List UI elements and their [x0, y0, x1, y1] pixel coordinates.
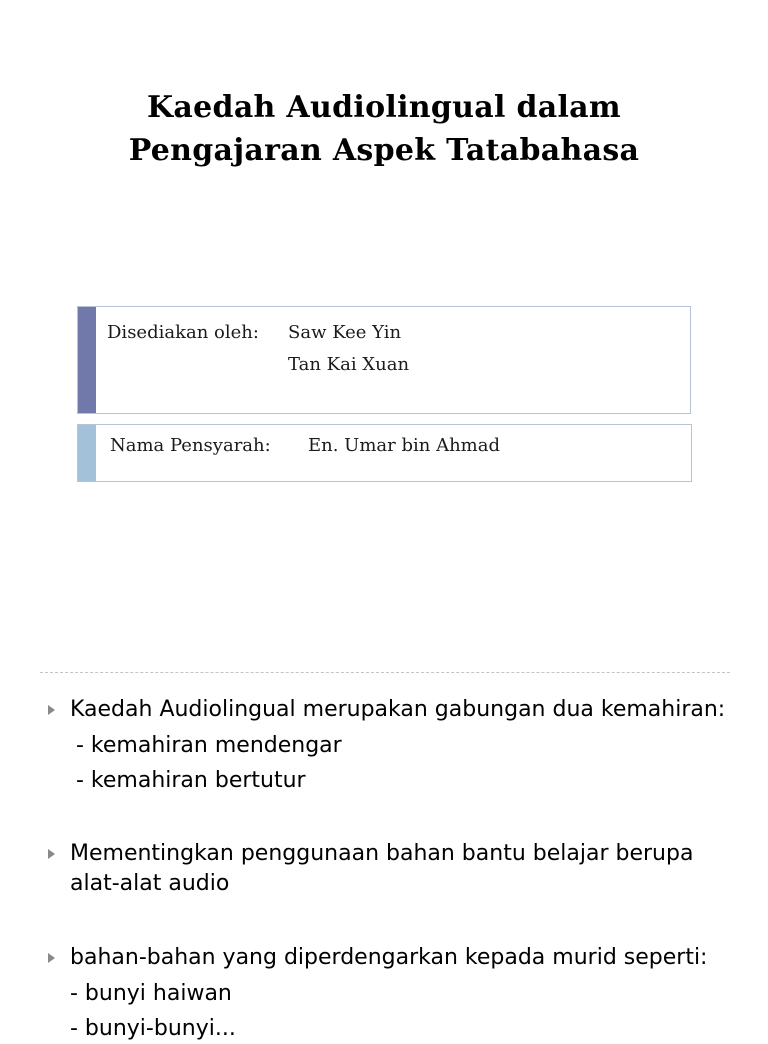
triangle-right-icon — [48, 849, 55, 859]
sub-item: - kemahiran bertutur — [76, 768, 306, 793]
lecturer-accent-bar — [78, 425, 96, 481]
triangle-right-icon — [48, 705, 55, 715]
lecturer-label: Nama Pensyarah: — [110, 435, 271, 456]
bullet-item — [48, 839, 748, 909]
slide-title-line-1: Kaedah Audiolingual dalam — [147, 90, 621, 125]
slide-title — [60, 86, 708, 172]
presenter-name-2: Tan Kai Xuan — [288, 354, 410, 375]
bullet-text: Mementingkan penggunaan bahan bantu belajar berupa — [70, 841, 694, 866]
bullet-item — [48, 943, 748, 1043]
slide-title-line-2: Pengajaran Aspek Tatabahasa — [128, 133, 640, 168]
sub-item: - bunyi haiwan — [70, 981, 232, 1006]
presenters-label: Disediakan oleh: — [107, 322, 259, 343]
sub-item: - bunyi-bunyi... — [70, 1016, 236, 1041]
bullet-item — [48, 695, 748, 795]
content-slide — [0, 673, 768, 1041]
bullet-text: Kaedah Audiolingual merupakan gabungan dua kemahiran: — [70, 697, 726, 722]
bullet-text-continuation: alat-alat audio — [70, 871, 230, 896]
triangle-right-icon — [48, 953, 55, 963]
lecturer-name: En. Umar bin Ahmad — [308, 435, 500, 456]
presenters-accent-bar — [78, 307, 96, 413]
bullet-text: bahan-bahan yang diperdengarkan kepada murid seperti: — [70, 945, 708, 970]
sub-item: - kemahiran mendengar — [76, 733, 342, 758]
presenter-name-1: Saw Kee Yin — [288, 322, 402, 343]
